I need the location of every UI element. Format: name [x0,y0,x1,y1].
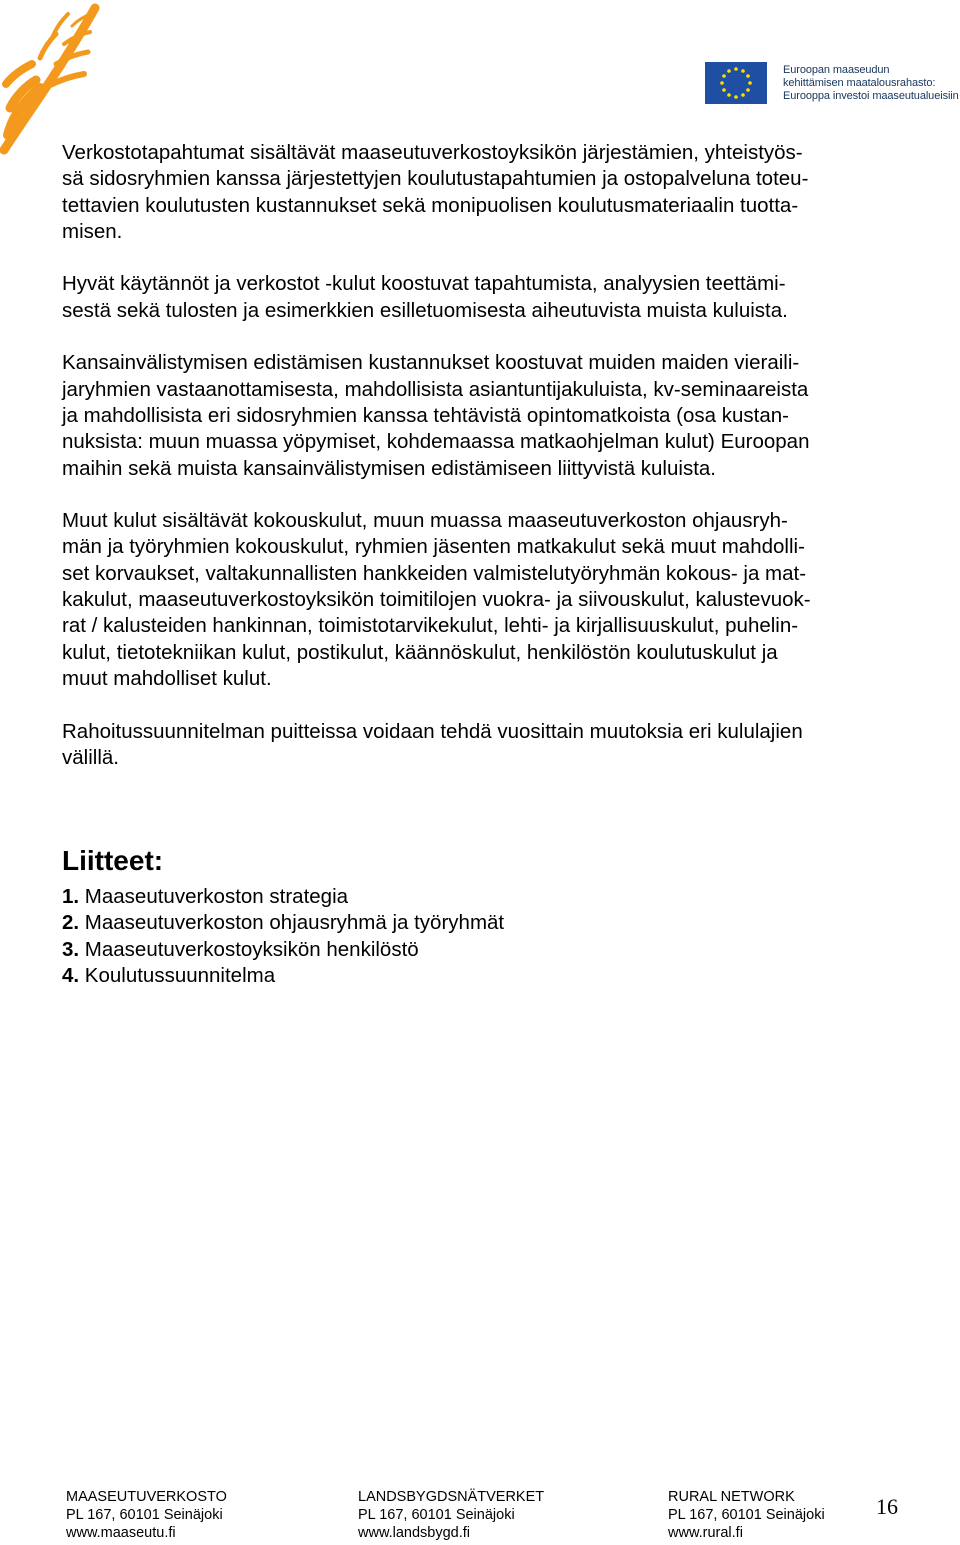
attachment-number: 4. [62,964,80,988]
text-line: nuksista: muun muassa yöpymiset, kohdemaassa matkaohjelman kulut) Euroopan [62,430,810,454]
text-line: Muut kulut sisältävät kokouskulut, muun muassa maaseutuverkoston ohjausryh- [62,509,788,533]
text-line: sestä sekä tulosten ja esimerkkien esilletuomisesta aiheutuvista muista kuluista. [62,298,788,322]
footer-column-fi [66,1488,227,1542]
text-line: tettavien koulutusten kustannukset sekä monipuolisen koulutusmateriaalin tuotta- [62,193,799,217]
attachments-heading: Liitteet: [62,845,164,877]
text-line: set korvaukset, valtakunnallisten hankkeiden valmistelutyöryhmän kokous- ja mat- [62,561,807,585]
footer-address: PL 167, 60101 Seinäjoki [668,1507,825,1523]
text-line: välillä. [62,745,119,769]
text-line: Hyvät käytännöt ja verkostot -kulut koostuvat tapahtumista, analyysien teettämi- [62,272,786,296]
paragraph-hyvat-kaytannot [62,271,902,324]
text-line: kulut, tietotekniikan kulut, postikulut, käännöskulut, henkilöstön koulutuskulut ja [62,640,778,664]
footer-org-name: RURAL NETWORK [668,1489,795,1505]
attachment-item [62,937,902,963]
attachment-number: 2. [62,911,80,935]
paragraph-rahoitussuunnitelma [62,719,902,772]
text-line: rat / kalusteiden hankinnan, toimistotarvikekulut, lehti- ja kirjallisuuskulut, puhelin- [62,614,799,638]
text-line: män ja työryhmien kokouskulut, ryhmien jäsenten matkakulut sekä muut mahdolli- [62,535,805,559]
text-line: muut mahdolliset kulut. [62,666,272,690]
attachment-item [62,910,902,936]
eu-text-line: Eurooppa investoi maaseutualueisiin [783,90,959,102]
attachment-item [62,963,902,989]
text-line: maihin sekä muista kansainvälistymisen edistämiseen liittyvistä kuluista. [62,456,716,480]
page-number: 16 [876,1494,898,1519]
paragraph-muut-kulut [62,508,902,692]
page-footer [0,1488,960,1545]
attachment-number: 3. [62,937,80,961]
text-line: Kansainvälistymisen edistämisen kustannukset koostuvat muiden maiden vieraili- [62,351,800,375]
footer-column-en [668,1488,825,1542]
document-body [62,140,902,989]
eu-logo [705,62,959,106]
footer-address: PL 167, 60101 Seinäjoki [66,1507,223,1523]
attachment-title: Koulutussuunnitelma [79,964,276,988]
footer-web-link[interactable]: www.landsbygd.fi [358,1525,471,1541]
text-line: sä sidosryhmien kanssa järjestettyjen koulutustapahtumien ja ostopalveluna toteu- [62,167,809,191]
attachment-number: 1. [62,885,80,909]
footer-org-name: LANDSBYGDSNÄTVERKET [358,1489,545,1505]
eu-fund-text [783,64,960,103]
text-line: Rahoitussuunnitelman puitteissa voidaan tehdä vuosittain muutoksia eri kululajien [62,719,803,743]
footer-column-sv [358,1488,544,1542]
footer-org-name: MAASEUTUVERKOSTO [66,1489,227,1505]
attachment-item [62,884,902,910]
text-line: kakulut, maaseutuverkostoyksikön toimitilojen vuokra- ja siivouskulut, kalustevuok- [62,588,811,612]
text-line: jaryhmien vastaanottamisesta, mahdollisista asiantuntijakuluista, kv-seminaareista [62,377,809,401]
footer-web-link[interactable]: www.maaseutu.fi [66,1525,176,1541]
footer-web-link[interactable]: www.rural.fi [668,1525,743,1541]
attachment-title: Maaseutuverkoston ohjausryhmä ja työryhmät [79,911,505,935]
footer-address: PL 167, 60101 Seinäjoki [358,1507,515,1523]
attachments-list [62,884,902,989]
text-line: misen. [62,219,123,243]
attachment-title: Maaseutuverkoston strategia [79,885,349,909]
maaseutuverkosto-logo-icon [0,0,100,160]
eu-text-line: kehittämisen maatalousrahasto: [783,77,936,89]
eu-flag-icon [705,62,767,104]
paragraph-kansainvalistyminen [62,350,902,481]
text-line: Verkostotapahtumat sisältävät maaseutuverkostoyksikön järjestämien, yhteistyös- [62,141,803,164]
eu-text-line: Euroopan maaseudun [783,64,890,76]
attachment-title: Maaseutuverkostoyksikön henkilöstö [79,937,419,961]
text-line: ja mahdollisista eri sidosryhmien kanssa tehtävistä opintomatkoista (osa kustan- [62,403,789,427]
paragraph-verkostotapahtumat [62,140,902,245]
